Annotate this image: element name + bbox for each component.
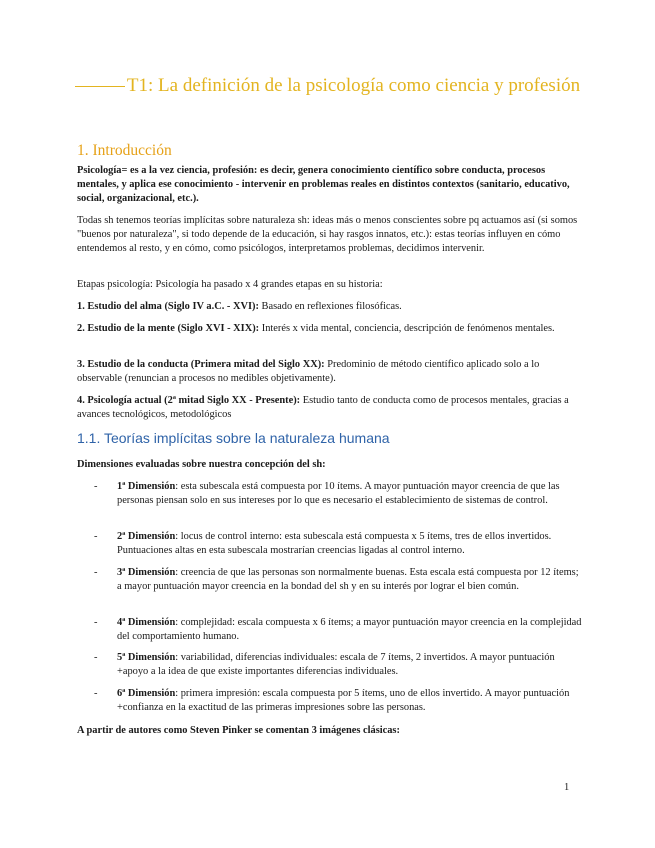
- subsection-heading: 1.1. Teorías implícitas sobre la naturaleza humana: [77, 430, 390, 446]
- stages-intro: Etapas psicología: Psicología ha pasado x 4 grandes etapas en su historia:: [77, 279, 383, 290]
- stage-item: [77, 394, 582, 422]
- dimension-label: 5ª Dimensión: [117, 652, 176, 663]
- dimension-item: [117, 530, 582, 558]
- list-bullet: -: [94, 567, 98, 578]
- dimension-label: 4ª Dimensión: [117, 617, 176, 628]
- stage-text: Estudio tanto de conducta como de procesos mentales, gracias a avances tecnológicos, metodológicos: [77, 395, 569, 420]
- dimension-text: : esta subescala está compuesta por 10 ítems. A mayor puntuación mayor creencia de que las personas piensan solo en sus intereses por lo que es necesario el establecimiento de sistemas de control.: [117, 481, 560, 506]
- stage-item: [77, 322, 582, 336]
- dimension-item: [117, 651, 582, 679]
- dimension-label: 6ª Dimensión: [117, 688, 176, 699]
- definition-term: Psicología: [77, 165, 122, 176]
- dimension-text: : primera impresión: escala compuesta por 5 ítems, uno de ellos invertido. A mayor puntuación +confianza en la exactitud de las primeras impresiones sobre las personas.: [117, 688, 570, 713]
- stage-item: [77, 300, 582, 314]
- document-title-text: T1: La definición de la psicología como ciencia y profesión: [126, 75, 581, 96]
- stage-text: Predominio de método científico aplicado solo a lo observable (renuncian a procesos no medibles objetivamente).: [77, 359, 540, 384]
- dimension-text: : creencia de que las personas son normalmente buenas. Esta escala está compuesta por 12 ítems; a mayor puntuación mayor creencia en la bondad del sh y en su interés por lograr el bien común.: [117, 567, 579, 592]
- dimension-item: [117, 566, 582, 594]
- dimension-label: 3ª Dimensión: [117, 567, 176, 578]
- dimension-label: 1ª Dimensión: [117, 481, 176, 492]
- list-bullet: -: [94, 688, 98, 699]
- title-rule: [75, 86, 125, 87]
- stage-label: 3. Estudio de la conducta (Primera mitad del Siglo XX):: [77, 359, 325, 370]
- stage-text: Interés x vida mental, conciencia, descripción de fenómenos mentales.: [259, 323, 555, 334]
- stage-label: 4. Psicología actual (2ª mitad Siglo XX - Presente):: [77, 395, 301, 406]
- closing-paragraph: [77, 724, 582, 738]
- dimension-text: : complejidad: escala compuesta x 6 ítems; a mayor puntuación mayor creencia en la complejidad del comportamiento humano.: [117, 617, 582, 642]
- dimensions-intro-text: Dimensiones evaluadas sobre nuestra concepción del sh:: [77, 459, 326, 470]
- stage-label: 2. Estudio de la mente (Siglo XVI - XIX):: [77, 323, 260, 334]
- dimension-text: : variabilidad, diferencias individuales: escala de 7 ítems, 2 invertidos. A mayor puntuación +apoyo a la idea de que existe importantes diferencias individuales.: [117, 652, 555, 677]
- dimension-item: [117, 616, 582, 644]
- list-bullet: -: [94, 617, 98, 628]
- dimension-label: 2ª Dimensión: [117, 531, 176, 542]
- dimension-item: [117, 687, 582, 715]
- stage-item: [77, 358, 582, 386]
- stage-label: 1. Estudio del alma (Siglo IV a.C. - XVI):: [77, 301, 259, 312]
- implicit-theories-paragraph: Todas sh tenemos teorías implícitas sobre naturaleza sh: ideas más o menos conscientes sobre pq actuamos así (si somos "buenos por naturaleza", si todo depende de la educación, si hay rasgos innatos, etc.): estas teorías influyen en cómo entendemos al resto, y en cómo, como psicólogos, interpretamos problemas, decidimos intervenir.: [77, 215, 578, 254]
- list-bullet: -: [94, 652, 98, 663]
- document-title: [70, 75, 585, 97]
- stage-text: Basado en reflexiones filosóficas.: [258, 301, 402, 312]
- definition-text: = es a la vez ciencia, profesión: es decir, genera conocimiento científico sobre conducta, procesos mentales, y aplica ese conocimiento - intervenir en problemas reales en distintos contextos (sanitario, educativo, social, organizacional, etc.).: [77, 165, 570, 204]
- closing-text: A partir de autores como Steven Pinker se comentan 3 imágenes clásicas:: [77, 725, 400, 736]
- definition-paragraph: [77, 164, 582, 206]
- page-number: 1: [564, 782, 570, 793]
- list-bullet: -: [94, 531, 98, 542]
- section-heading: 1. Introducción: [77, 142, 172, 159]
- dimensions-intro: [77, 458, 582, 472]
- list-bullet: -: [94, 481, 98, 492]
- dimension-item: [117, 480, 582, 508]
- dimension-text: : locus de control interno: esta subescala está compuesta x 5 ítems, tres de ellos invertidos. Puntuaciones altas en esta subescala mostrarían creencias ligadas al control interno.: [117, 531, 552, 556]
